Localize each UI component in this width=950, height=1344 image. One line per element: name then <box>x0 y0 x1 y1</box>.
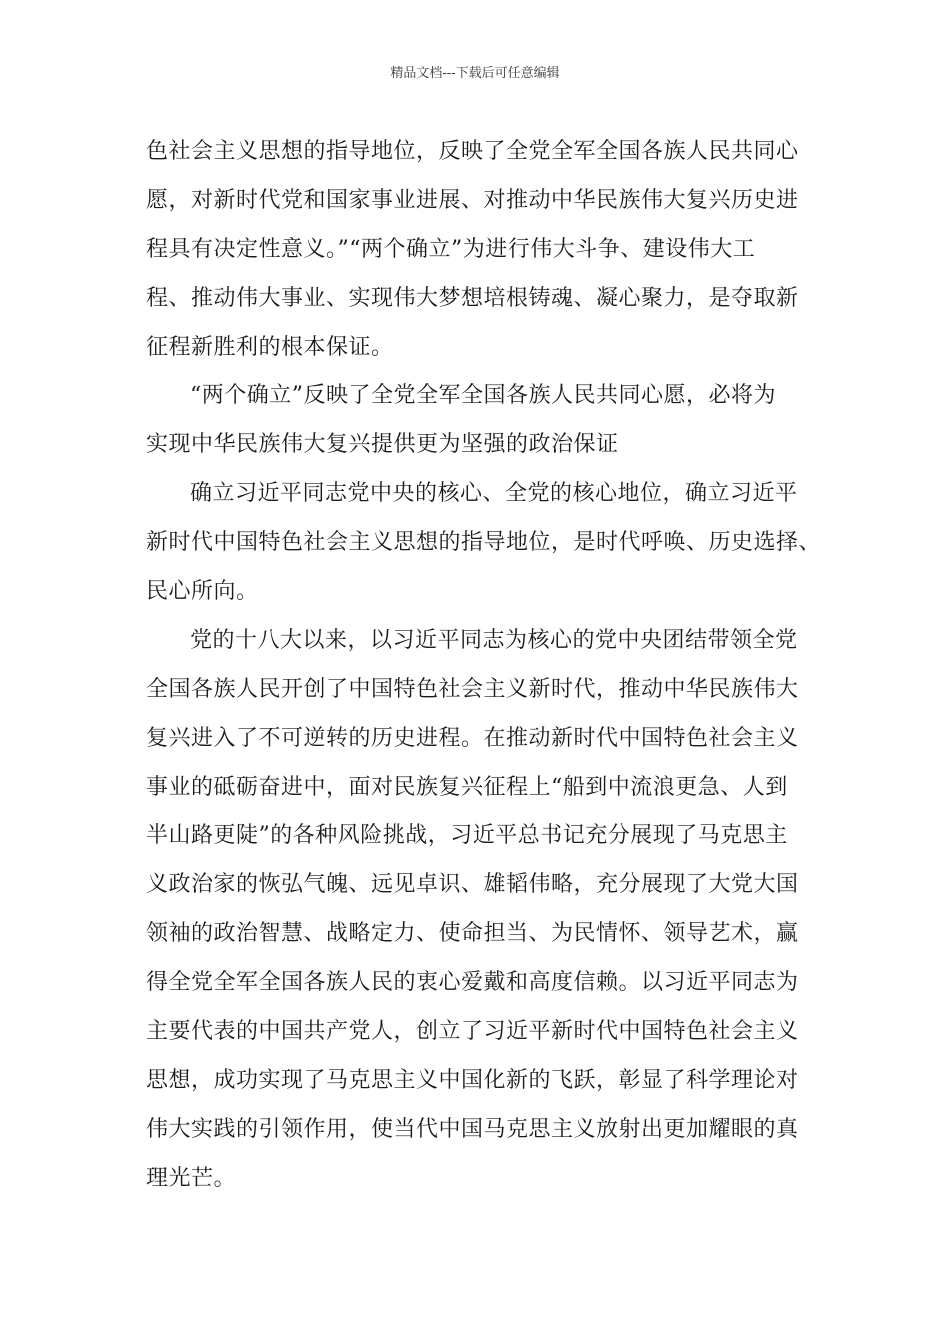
text-line: 伟大实践的引领作用，使当代中国马克思主义放射出更加耀眼的真 <box>146 1116 799 1142</box>
paragraph-first-line: “两个确立”反映了全党全军全国各族人民共同心愿，必将为 <box>190 383 776 409</box>
text-line: 征程新胜利的根本保证。 <box>146 334 394 360</box>
text-line: 新时代中国特色社会主义思想的指导地位，是时代呼唤、历史选择、 <box>146 530 822 556</box>
text-line: 理光芒。 <box>146 1165 237 1191</box>
text-line: 半山路更陡”的各种风险挑战，习近平总书记充分展现了马克思主 <box>146 823 788 849</box>
text-line: 思想，成功实现了马克思主义中国化新的飞跃，彰显了科学理论对 <box>146 1067 799 1093</box>
text-line: 实现中华民族伟大复兴提供更为坚强的政治保证 <box>146 432 619 458</box>
text-line: 领袖的政治智慧、战略定力、使命担当、为民情怀、领导艺术，赢 <box>146 921 799 947</box>
text-line: 民心所向。 <box>146 579 259 605</box>
text-line: 色社会主义思想的指导地位，反映了全党全军全国各族人民共同心 <box>146 139 799 164</box>
text-line: 事业的砥砺奋进中，面对民族复兴征程上“船到中流浪更急、人到 <box>146 774 788 800</box>
text-line: 复兴进入了不可逆转的历史进程。在推动新时代中国特色社会主义 <box>146 725 799 751</box>
page-header: 精品文档---下载后可任意编辑 <box>390 66 560 81</box>
text-line: 程具有决定性意义。”“两个确立”为进行伟大斗争、建设伟大工 <box>146 236 756 262</box>
text-line: 主要代表的中国共产党人，创立了习近平新时代中国特色社会主义 <box>146 1019 799 1045</box>
paragraph-first-line: 党的十八大以来，以习近平同志为核心的党中央团结带领全党 <box>190 627 798 653</box>
paragraph-first-line: 确立习近平同志党中央的核心、全党的核心地位，确立习近平 <box>190 481 798 507</box>
text-line: 程、推动伟大事业、实现伟大梦想培根铸魂、凝心聚力，是夺取新 <box>146 285 799 311</box>
document-body <box>146 128 822 1204</box>
text-line: 愿，对新时代党和国家事业进展、对推动中华民族伟大复兴历史进 <box>146 187 799 213</box>
text-line: 全国各族人民开创了中国特色社会主义新时代，推动中华民族伟大 <box>146 676 799 702</box>
text-line: 义政治家的恢弘气魄、远见卓识、雄韬伟略，充分展现了大党大国 <box>146 872 799 898</box>
text-line: 得全党全军全国各族人民的衷心爱戴和高度信赖。以习近平同志为 <box>146 970 799 996</box>
